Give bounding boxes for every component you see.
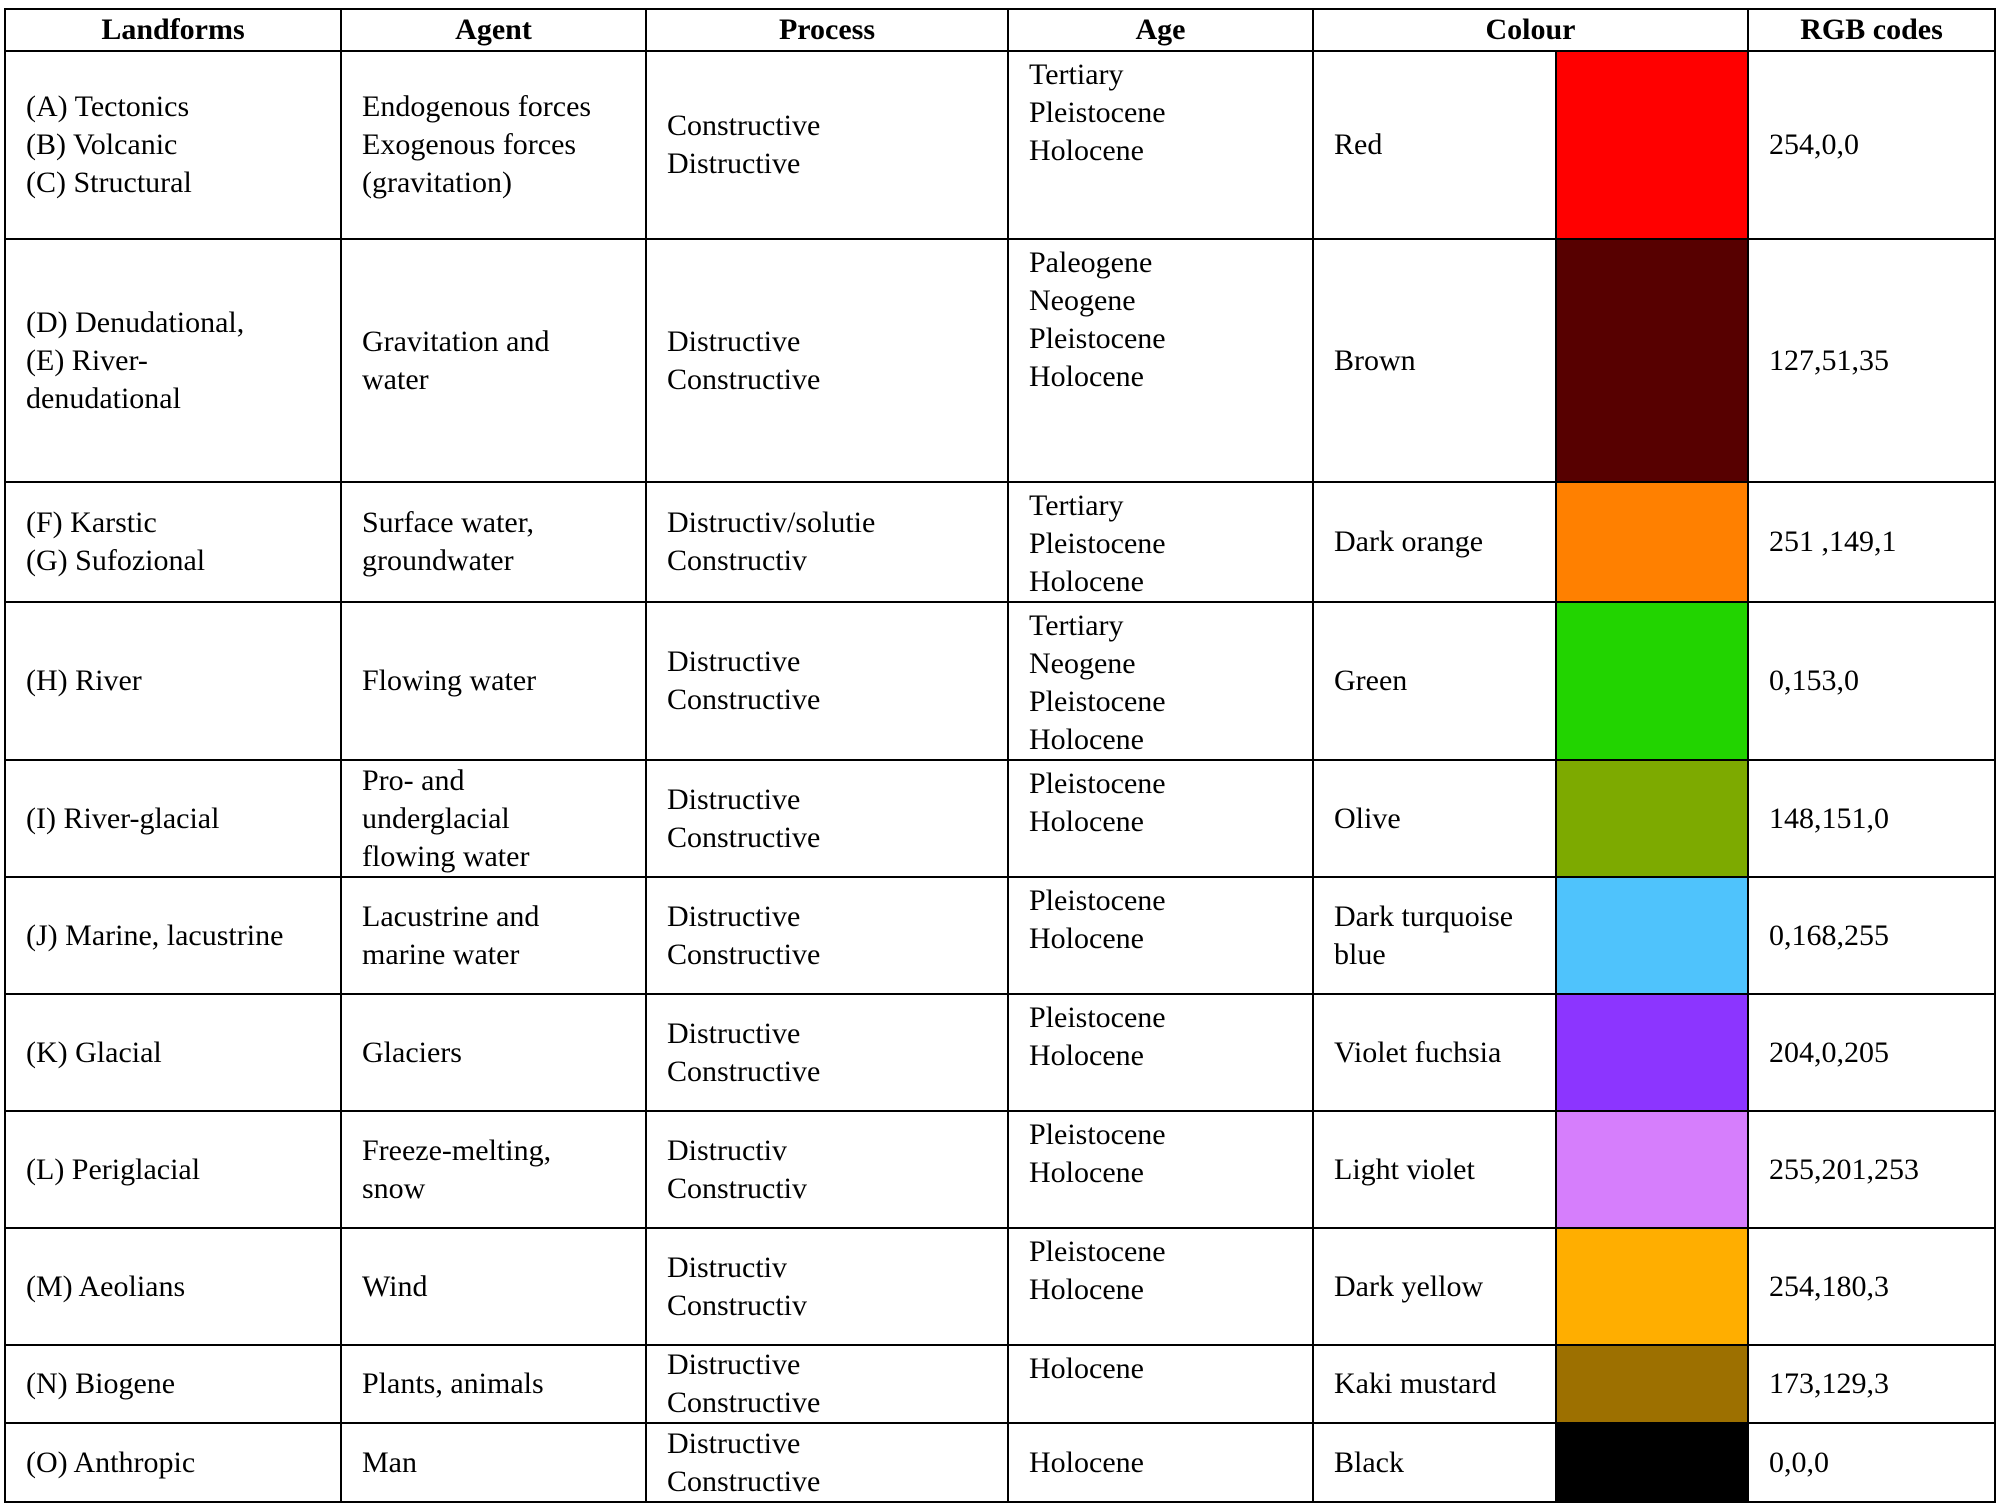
- landform-cell-line: (K) Glacial: [26, 1035, 162, 1069]
- process-cell-line: Distructive: [667, 899, 801, 933]
- rgb-code: 148,151,0: [1769, 801, 1889, 835]
- colour-name-cell: [1313, 51, 1556, 239]
- age-cell-line: Pleistocene: [1029, 527, 1166, 560]
- age-cell: [1008, 1345, 1313, 1423]
- age-cell: [1008, 1111, 1313, 1228]
- age-cell-line: Pleistocene: [1029, 1235, 1166, 1268]
- header-agent: Agent: [341, 9, 646, 51]
- landform-cell-line: (J) Marine, lacustrine: [26, 918, 284, 952]
- process-cell-line: Distructiv/solutie: [667, 506, 876, 539]
- age-cell-line: Neogene: [1029, 647, 1136, 680]
- colour-name: Violet fuchsia: [1334, 1035, 1502, 1069]
- process-cell-line: Distructiv: [667, 1250, 787, 1284]
- rgb-code-cell: [1748, 994, 1995, 1111]
- process-cell: [646, 482, 1008, 602]
- agent-cell: [341, 1111, 646, 1228]
- colour-swatch: [1556, 1345, 1748, 1423]
- process-cell-line: Constructive: [667, 362, 821, 396]
- colour-name: Olive: [1334, 801, 1401, 835]
- age-cell: [1008, 239, 1313, 482]
- colour-name-cell: [1313, 239, 1556, 482]
- landform-cell: [5, 1228, 341, 1345]
- process-cell-line: Constructiv: [667, 1288, 807, 1322]
- landform-cell-line: (F) Karstic: [26, 506, 157, 539]
- agent-cell-line: water: [362, 362, 429, 396]
- process-cell-line: Distructiv: [667, 1133, 787, 1167]
- colour-name-cell: [1313, 1345, 1556, 1423]
- colour-name-cell: [1313, 877, 1556, 994]
- agent-cell-line: Glaciers: [362, 1035, 462, 1069]
- rgb-code-cell: [1748, 1111, 1995, 1228]
- rgb-code: 127,51,35: [1769, 343, 1889, 377]
- landform-cell: [5, 239, 341, 482]
- process-cell-line: Distructive: [667, 1348, 801, 1381]
- colour-name: Brown: [1334, 343, 1416, 377]
- agent-cell: [341, 1423, 646, 1502]
- landform-cell-line: (O) Anthropic: [26, 1445, 196, 1479]
- age-cell-line: Paleogene: [1029, 246, 1153, 279]
- process-cell-line: Constructive: [667, 1386, 821, 1419]
- landform-cell-line: (H) River: [26, 664, 142, 697]
- process-cell: [646, 1345, 1008, 1423]
- age-cell-line: Holocene: [1029, 805, 1144, 838]
- rgb-code: 254,0,0: [1769, 128, 1859, 161]
- colour-name: Red: [1334, 128, 1383, 161]
- process-cell-line: Distructive: [667, 1016, 801, 1050]
- age-cell-line: Holocene: [1029, 723, 1144, 756]
- process-cell-line: Constructive: [667, 683, 821, 716]
- age-cell-line: Pleistocene: [1029, 1118, 1166, 1151]
- landform-cell: [5, 877, 341, 994]
- landform-cell-line: (N) Biogene: [26, 1367, 176, 1400]
- header-age: Age: [1008, 9, 1313, 51]
- agent-cell: [341, 1345, 646, 1423]
- colour-swatch: [1556, 760, 1748, 877]
- agent-cell-line: marine water: [362, 937, 520, 971]
- age-cell-line: Holocene: [1029, 1273, 1144, 1306]
- age-cell-line: Pleistocene: [1029, 1001, 1166, 1034]
- landform-cell: [5, 602, 341, 760]
- rgb-code-cell: [1748, 482, 1995, 602]
- agent-cell: [341, 602, 646, 760]
- colour-name: Light violet: [1334, 1152, 1475, 1186]
- age-cell-line: Pleistocene: [1029, 884, 1166, 917]
- rgb-code-cell: [1748, 1423, 1995, 1502]
- process-cell-line: Distructive: [667, 1426, 801, 1460]
- landform-cell: [5, 51, 341, 239]
- landform-cell-line: (L) Periglacial: [26, 1152, 201, 1186]
- rgb-code: 255,201,253: [1769, 1152, 1919, 1186]
- landform-cell-line: (D) Denudational,: [26, 305, 245, 339]
- rgb-code: 204,0,205: [1769, 1035, 1889, 1069]
- agent-cell: [341, 239, 646, 482]
- process-cell: [646, 239, 1008, 482]
- header-landforms: Landforms: [5, 9, 341, 51]
- rgb-code: 0,0,0: [1769, 1445, 1829, 1479]
- process-cell: [646, 51, 1008, 239]
- agent-cell-line: Flowing water: [362, 664, 537, 697]
- age-cell-line: Holocene: [1029, 1156, 1144, 1189]
- age-cell-line: Holocene: [1029, 565, 1144, 598]
- colour-swatch: [1556, 1111, 1748, 1228]
- process-cell-line: Constructive: [667, 1054, 821, 1088]
- colour-name: Black: [1334, 1445, 1404, 1479]
- landform-cell-line: denudational: [26, 381, 181, 415]
- agent-cell: [341, 1228, 646, 1345]
- landform-cell-line: (A) Tectonics: [26, 90, 190, 123]
- age-cell-line: Holocene: [1029, 360, 1144, 393]
- colour-name: Dark orange: [1334, 525, 1484, 558]
- rgb-code-cell: [1748, 51, 1995, 239]
- header-rgb-codes: RGB codes: [1748, 9, 1995, 51]
- agent-cell-line: (gravitation): [362, 166, 512, 199]
- agent-cell-line: Endogenous forces: [362, 90, 592, 123]
- age-cell-line: Tertiary: [1029, 609, 1124, 642]
- agent-cell-line: groundwater: [362, 544, 514, 577]
- age-cell: [1008, 1423, 1313, 1502]
- rgb-code: 251 ,149,1: [1769, 525, 1897, 558]
- process-cell-line: Distructive: [667, 324, 801, 358]
- colour-name: Kaki mustard: [1334, 1367, 1497, 1400]
- process-cell-line: Constructiv: [667, 544, 807, 577]
- table-body: [5, 51, 1995, 1502]
- colour-swatch: [1556, 602, 1748, 760]
- table-row: [5, 1345, 1995, 1423]
- process-cell-line: Distructive: [667, 147, 801, 180]
- age-cell: [1008, 51, 1313, 239]
- process-cell-line: Constructive: [667, 109, 821, 142]
- landform-cell-line: (M) Aeolians: [26, 1269, 186, 1303]
- rgb-code-cell: [1748, 602, 1995, 760]
- age-cell: [1008, 482, 1313, 602]
- agent-cell-line: Freeze-melting,: [362, 1133, 552, 1167]
- landform-cell-line: (E) River-: [26, 343, 148, 377]
- age-cell-line: Tertiary: [1029, 58, 1124, 91]
- age-cell-line: Pleistocene: [1029, 96, 1166, 129]
- colour-swatch: [1556, 51, 1748, 239]
- age-cell-line: Holocene: [1029, 1352, 1144, 1385]
- rgb-code-cell: [1748, 760, 1995, 877]
- landform-cell: [5, 1111, 341, 1228]
- process-cell: [646, 1423, 1008, 1502]
- age-cell-line: Holocene: [1029, 134, 1144, 167]
- rgb-code: 254,180,3: [1769, 1269, 1889, 1303]
- age-cell: [1008, 877, 1313, 994]
- age-cell: [1008, 994, 1313, 1111]
- process-cell-line: Constructiv: [667, 1171, 807, 1205]
- agent-cell-line: Lacustrine and: [362, 899, 540, 933]
- process-cell: [646, 1111, 1008, 1228]
- table-row: [5, 51, 1995, 239]
- rgb-code: 0,153,0: [1769, 664, 1859, 697]
- rgb-code-cell: [1748, 1228, 1995, 1345]
- agent-cell-line: Pro- and: [362, 763, 465, 797]
- colour-name-cell: [1313, 994, 1556, 1111]
- colour-swatch: [1556, 1423, 1748, 1502]
- landform-cell: [5, 760, 341, 877]
- age-cell: [1008, 1228, 1313, 1345]
- age-cell-line: Neogene: [1029, 284, 1136, 317]
- process-cell: [646, 1228, 1008, 1345]
- agent-cell: [341, 482, 646, 602]
- agent-cell-line: underglacial: [362, 801, 510, 835]
- colour-swatch: [1556, 994, 1748, 1111]
- age-cell: [1008, 602, 1313, 760]
- rgb-code-cell: [1748, 239, 1995, 482]
- colour-swatch: [1556, 1228, 1748, 1345]
- colour-name-cell: [1313, 602, 1556, 760]
- agent-cell: [341, 760, 646, 877]
- landform-cell: [5, 1345, 341, 1423]
- process-cell: [646, 760, 1008, 877]
- table-row: [5, 760, 1995, 877]
- table-row: [5, 1228, 1995, 1345]
- age-cell-line: Holocene: [1029, 1445, 1144, 1479]
- colour-name-cell: [1313, 1111, 1556, 1228]
- agent-cell: [341, 877, 646, 994]
- colour-name: Dark yellow: [1334, 1269, 1484, 1303]
- process-cell-line: Distructive: [667, 645, 801, 678]
- landform-classification-table: [4, 8, 1996, 1503]
- agent-cell-line: Exogenous forces: [362, 128, 577, 161]
- landform-cell: [5, 994, 341, 1111]
- header-process: Process: [646, 9, 1008, 51]
- table-row: [5, 239, 1995, 482]
- agent-cell-line: Gravitation and: [362, 324, 550, 358]
- colour-name-cell: [1313, 482, 1556, 602]
- landform-cell-line: (G) Sufozional: [26, 544, 206, 577]
- age-cell-line: Holocene: [1029, 922, 1144, 955]
- process-cell-line: Constructive: [667, 1464, 821, 1498]
- table-row: [5, 1423, 1995, 1502]
- rgb-code-cell: [1748, 877, 1995, 994]
- agent-cell: [341, 51, 646, 239]
- table-row: [5, 1111, 1995, 1228]
- age-cell: [1008, 760, 1313, 877]
- table-row: [5, 482, 1995, 602]
- agent-cell-line: snow: [362, 1171, 426, 1205]
- agent-cell: [341, 994, 646, 1111]
- age-cell-line: Tertiary: [1029, 489, 1124, 522]
- landform-cell: [5, 482, 341, 602]
- agent-cell-line: Wind: [362, 1269, 428, 1303]
- agent-cell-line: Plants, animals: [362, 1367, 544, 1400]
- process-cell-line: Constructive: [667, 820, 821, 854]
- landform-cell-line: (B) Volcanic: [26, 128, 178, 161]
- colour-swatch: [1556, 239, 1748, 482]
- rgb-code-cell: [1748, 1345, 1995, 1423]
- table-row: [5, 877, 1995, 994]
- header-colour: Colour: [1313, 9, 1748, 51]
- age-cell-line: Pleistocene: [1029, 767, 1166, 800]
- age-cell-line: Pleistocene: [1029, 322, 1166, 355]
- process-cell-line: Constructive: [667, 937, 821, 971]
- agent-cell-line: flowing water: [362, 839, 530, 873]
- colour-swatch: [1556, 482, 1748, 602]
- landform-cell-line: (C) Structural: [26, 166, 192, 199]
- colour-name-cell: [1313, 1423, 1556, 1502]
- process-cell: [646, 994, 1008, 1111]
- colour-swatch: [1556, 877, 1748, 994]
- rgb-code: 0,168,255: [1769, 918, 1889, 952]
- process-cell: [646, 877, 1008, 994]
- agent-cell-line: Man: [362, 1445, 417, 1479]
- landform-cell-line: (I) River-glacial: [26, 801, 220, 835]
- colour-name: Green: [1334, 664, 1408, 697]
- age-cell-line: Holocene: [1029, 1039, 1144, 1072]
- agent-cell-line: Surface water,: [362, 506, 535, 539]
- age-cell-line: Pleistocene: [1029, 685, 1166, 718]
- colour-name-cell: [1313, 760, 1556, 877]
- process-cell-line: Distructive: [667, 782, 801, 816]
- rgb-code: 173,129,3: [1769, 1367, 1889, 1400]
- header-row: [5, 9, 1995, 51]
- colour-name-cell: [1313, 1228, 1556, 1345]
- table-row: [5, 602, 1995, 760]
- landform-cell: [5, 1423, 341, 1502]
- process-cell: [646, 602, 1008, 760]
- table-row: [5, 994, 1995, 1111]
- colour-name: Dark turquoise blue: [1334, 899, 1514, 971]
